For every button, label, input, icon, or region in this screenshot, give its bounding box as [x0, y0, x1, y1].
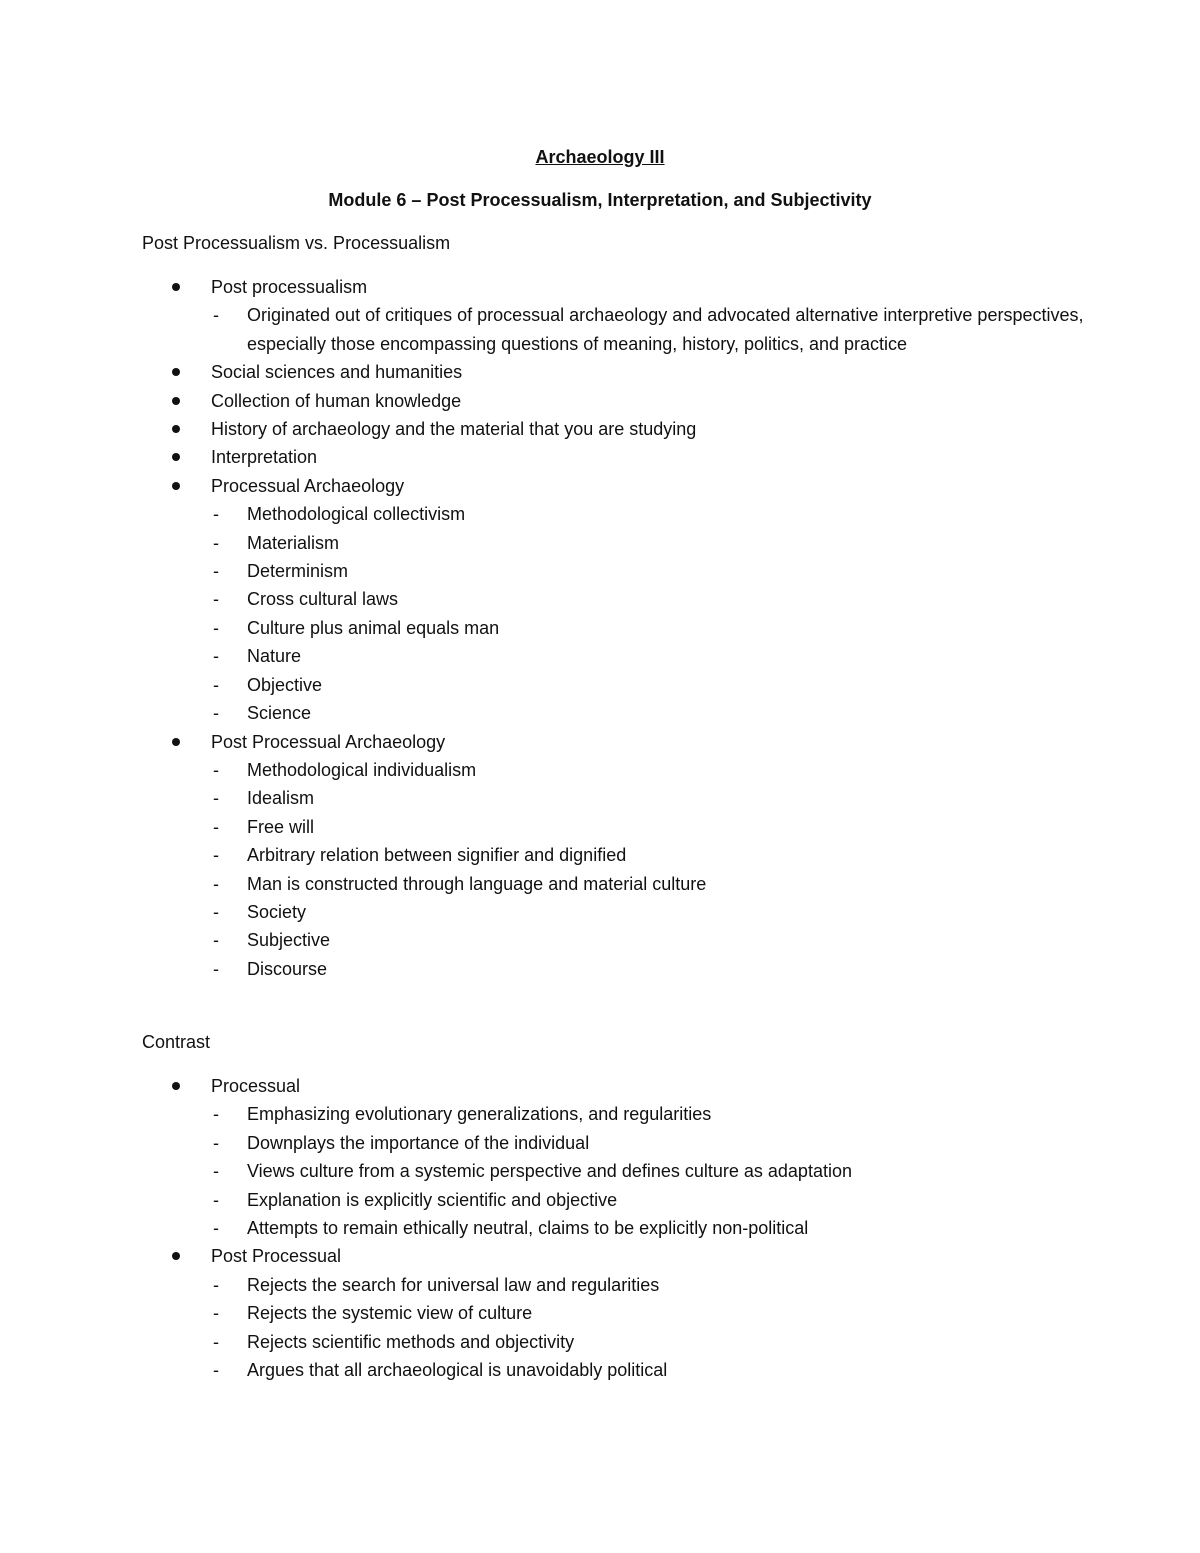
- sub-item: [211, 614, 1092, 642]
- sub-list: [211, 1271, 1092, 1385]
- dash-icon: -: [213, 646, 219, 667]
- sub-item-text: Subjective: [247, 930, 331, 951]
- bullet-label: Post Processual Archaeology: [211, 731, 446, 752]
- sub-item: [211, 756, 1092, 784]
- sub-item: [211, 784, 1092, 812]
- bullet-item: [142, 387, 1092, 415]
- sub-item-text: Rejects scientific methods and objectivity: [247, 1331, 575, 1352]
- dash-icon: -: [213, 930, 219, 951]
- bullet-item: [142, 273, 1092, 358]
- bullet-label: Interpretation: [211, 447, 318, 468]
- sub-item-text: Views culture from a systemic perspective and defines culture as adaptation: [247, 1161, 852, 1182]
- dash-icon: -: [213, 1331, 219, 1352]
- sub-item: [211, 585, 1092, 613]
- sub-item-text: Rejects the search for universal law and regularities: [247, 1274, 660, 1295]
- dash-icon: -: [213, 901, 219, 922]
- bullet-label: Post processualism: [211, 277, 368, 297]
- sub-item-text: Downplays the importance of the individual: [247, 1132, 590, 1153]
- bullet-icon: [172, 482, 180, 490]
- sub-item-text: Free will: [247, 816, 315, 837]
- sub-item: [211, 1356, 1092, 1384]
- bullet-item: [142, 1072, 1092, 1242]
- dash-icon: -: [213, 1303, 219, 1324]
- sub-list: [211, 756, 1092, 983]
- bullet-icon: [172, 368, 180, 376]
- sub-item-text: Rejects the systemic view of culture: [247, 1303, 533, 1324]
- sub-item-text: Argues that all archaeological is unavoidably political: [247, 1360, 668, 1381]
- sub-item-text: Cross cultural laws: [247, 589, 399, 610]
- sub-item-text: Emphasizing evolutionary generalizations, and regularities: [247, 1104, 712, 1125]
- sub-item-text: Originated out of critiques of processual archaeology and advocated alternative interpretive perspectives, especially those encompassing questions of meaning, history, politics, and practice: [247, 305, 1084, 354]
- sub-item: [211, 926, 1092, 954]
- sub-item-text: Explanation is explicitly scientific and objective: [247, 1189, 618, 1210]
- bullet-label: Processual Archaeology: [211, 475, 405, 496]
- section-post-processualism-vs-processualism: [142, 229, 1092, 983]
- dash-icon: -: [213, 816, 219, 837]
- bullet-icon: [172, 1082, 180, 1090]
- sub-item: [211, 841, 1092, 869]
- dash-icon: -: [213, 845, 219, 866]
- sub-item: [211, 529, 1092, 557]
- sub-item: [211, 898, 1092, 926]
- dash-icon: -: [213, 504, 219, 525]
- bullet-icon: [172, 738, 180, 746]
- bullet-label: Social sciences and humanities: [211, 362, 463, 383]
- sub-item-text: Discourse: [247, 958, 328, 979]
- sub-item-text: Methodological individualism: [247, 759, 477, 780]
- bullet-item: [142, 1242, 1092, 1384]
- sub-item: [211, 1129, 1092, 1157]
- sub-item-text: Nature: [247, 646, 302, 667]
- sub-item: [211, 870, 1092, 898]
- sub-item-text: Idealism: [247, 788, 315, 809]
- sub-list: [211, 301, 1092, 358]
- sub-list: [211, 1100, 1092, 1242]
- dash-icon: -: [213, 305, 219, 326]
- sub-item-text: Attempts to remain ethically neutral, claims to be explicitly non-political: [247, 1218, 809, 1239]
- sub-item: [211, 955, 1092, 983]
- bullet-item: [142, 728, 1092, 984]
- dash-icon: -: [213, 788, 219, 809]
- section-contrast: [142, 1028, 1092, 1384]
- bullet-icon: [172, 283, 180, 291]
- bullet-list: [142, 1072, 1092, 1384]
- bullet-icon: [172, 397, 180, 405]
- sub-item: [211, 1214, 1092, 1242]
- dash-icon: -: [213, 617, 219, 638]
- sub-item-text: Methodological collectivism: [247, 504, 466, 525]
- dash-icon: -: [213, 1360, 219, 1381]
- sub-item-text: Culture plus animal equals man: [247, 617, 500, 638]
- dash-icon: -: [213, 1132, 219, 1153]
- dash-icon: -: [213, 532, 219, 553]
- section-heading: Post Processualism vs. Processualism: [142, 233, 451, 253]
- sub-item: [211, 1186, 1092, 1214]
- bullet-list: [142, 273, 1092, 983]
- bullet-icon: [172, 1252, 180, 1260]
- sub-item-text: Man is constructed through language and material culture: [247, 873, 707, 894]
- bullet-item: [142, 443, 1092, 471]
- bullet-label: Collection of human knowledge: [211, 390, 462, 411]
- dash-icon: -: [213, 1218, 219, 1239]
- document-title: Archaeology III: [535, 147, 665, 167]
- sub-item-text: Determinism: [247, 561, 349, 582]
- dash-icon: -: [213, 759, 219, 780]
- bullet-label: Processual: [211, 1076, 301, 1096]
- sub-item-text: Arbitrary relation between signifier and dignified: [247, 845, 627, 866]
- sub-item: [211, 1157, 1092, 1185]
- bullet-item: [142, 415, 1092, 443]
- sub-item: [211, 1100, 1092, 1128]
- dash-icon: -: [213, 1189, 219, 1210]
- sub-item: [211, 642, 1092, 670]
- sub-item: [211, 1271, 1092, 1299]
- sub-item-text: Objective: [247, 674, 323, 695]
- module-subtitle: Module 6 – Post Processualism, Interpretation, and Subjectivity: [328, 190, 872, 210]
- bullet-item: [142, 472, 1092, 728]
- section-heading: Contrast: [142, 1032, 211, 1052]
- dash-icon: -: [213, 958, 219, 979]
- dash-icon: -: [213, 589, 219, 610]
- dash-icon: -: [213, 561, 219, 582]
- bullet-icon: [172, 453, 180, 461]
- sub-item-text: Materialism: [247, 532, 340, 553]
- bullet-label: History of archaeology and the material that you are studying: [211, 419, 697, 440]
- sub-item: [211, 500, 1092, 528]
- sub-list: [211, 500, 1092, 727]
- sub-item: [211, 301, 1092, 358]
- bullet-label: Post Processual: [211, 1246, 342, 1267]
- dash-icon: -: [213, 1104, 219, 1125]
- dash-icon: -: [213, 873, 219, 894]
- sub-item: [211, 1299, 1092, 1327]
- sub-item-text: Society: [247, 901, 307, 922]
- bullet-icon: [172, 425, 180, 433]
- dash-icon: -: [213, 1161, 219, 1182]
- sub-item: [211, 557, 1092, 585]
- dash-icon: -: [213, 703, 219, 724]
- dash-icon: -: [213, 1274, 219, 1295]
- sub-item: [211, 1328, 1092, 1356]
- sub-item: [211, 813, 1092, 841]
- sub-item: [211, 699, 1092, 727]
- dash-icon: -: [213, 674, 219, 695]
- sub-item: [211, 671, 1092, 699]
- bullet-item: [142, 358, 1092, 386]
- sub-item-text: Science: [247, 703, 312, 724]
